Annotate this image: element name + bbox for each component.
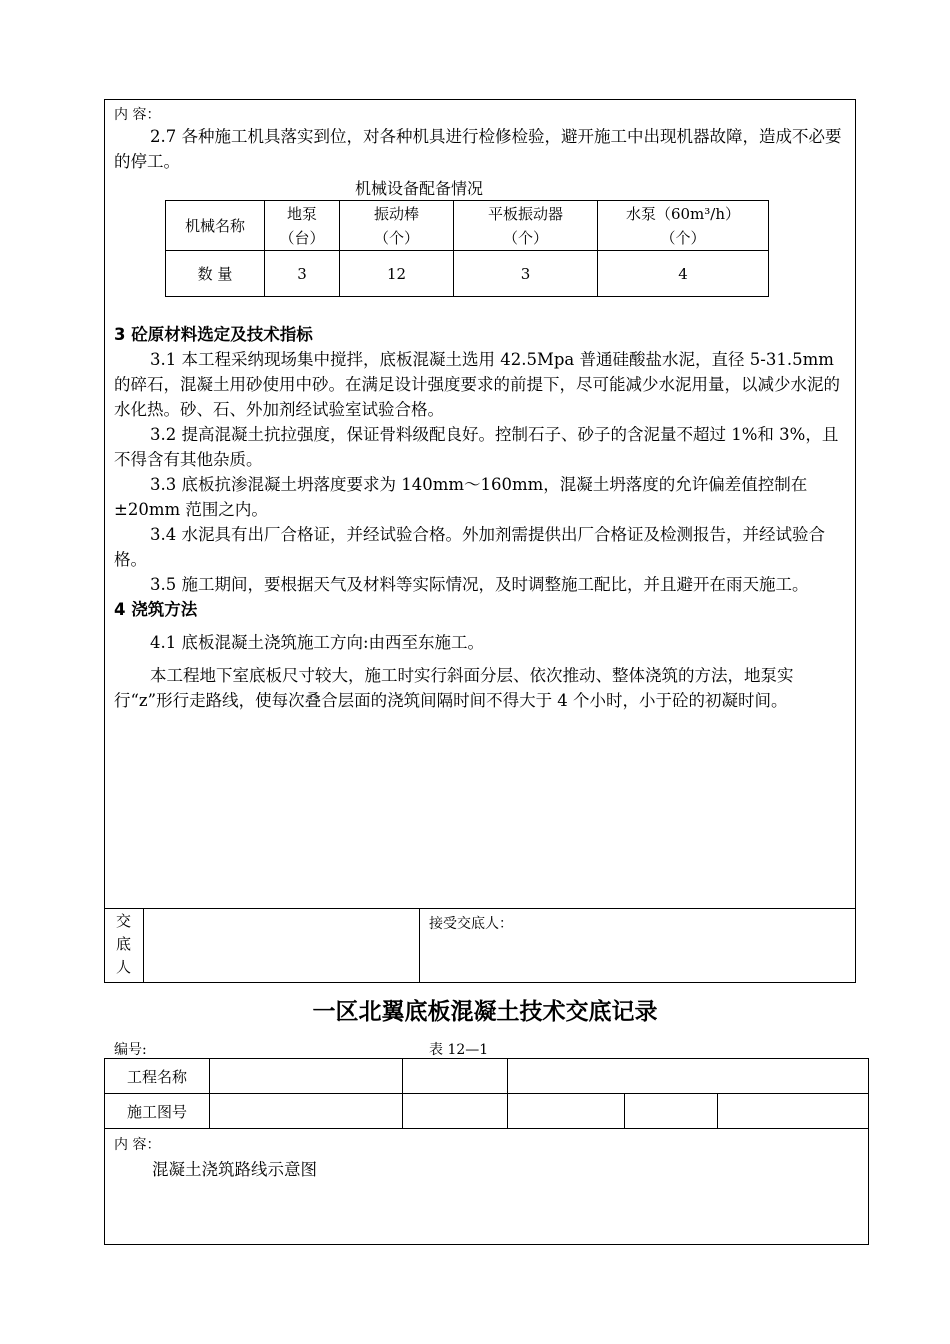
handover-char-1: 交 [116,912,132,930]
drawing-no-extra-4 [718,1094,869,1129]
section4-title: 4 浇筑方法 [114,600,198,619]
section3-title: 3 砼原材料选定及技术指标 [114,325,313,344]
equipment-qty-2: 12 [340,251,454,297]
para-3-3: 3.3 底板抗渗混凝土坍落度要求为 140mm～160mm，混凝土坍落度的允许偏差值控制在±20mm 范围之内。 [114,475,808,519]
equipment-col-1 [265,201,340,251]
project-name-extra-2 [508,1059,869,1094]
content-label: 内 容： [114,107,161,123]
form-number: 表 12—1 [429,1042,489,1058]
equipment-col-4-name: 水泵（60m³/h） [625,204,741,223]
para-3-4: 3.4 水泥具有出厂合格证，并经试验合格。外加剂需提供出厂合格证及检测报告，并经试验合格。 [114,525,825,569]
equipment-col-3 [454,201,598,251]
project-name-label: 工程名称 [105,1059,210,1094]
handover-label [116,910,131,979]
equipment-col-1-name: 地泵 [286,204,317,223]
equipment-qty-4: 4 [598,251,769,297]
para-4-1: 4.1 底板混凝土浇筑施工方向:由西至东施工。 [150,633,485,652]
handover-char-2: 底 [116,935,132,953]
para-3-2: 3.2 提高混凝土抗拉强度，保证骨料级配良好。控制石子、砂子的含泥量不超过 1%和 3%，且不得含有其他杂质。 [114,425,839,469]
handover-char-3: 人 [116,958,132,976]
equipment-name-header: 机械名称 [166,201,265,251]
equipment-col-3-unit: （个） [502,228,548,247]
para-4-2: 本工程地下室底板尺寸较大，施工时实行斜面分层、依次推动、整体浇筑的方法，地泵实行“z”形行走路线，使每次叠合层面的浇筑间隔时间不得大于 4 个小时，小于砼的初凝时间。 [114,666,794,710]
equipment-col-2-name: 振动棒 [373,204,419,223]
receiver-label: 接受交底人： [429,916,513,932]
equipment-qty-label: 数 量 [166,251,265,297]
equipment-col-1-unit: （台） [279,228,325,247]
para-3-1: 3.1 本工程采纳现场集中搅拌，底板混凝土选用 42.5Mpa 普通硅酸盐水泥，直径 5-31.5mm 的碎石，混凝土用砂使用中砂。在满足设计强度要求的前提下，尽可能减少水泥用量，以减少水泥的水化热。砂、石、外加剂经试验室试验合格。 [114,350,840,419]
drawing-no-extra-2 [508,1094,625,1129]
drawing-no-value [210,1094,403,1129]
para-3-5: 3.5 施工期间，要根据天气及材料等实际情况，及时调整施工配比，并且避开在雨天施工。 [150,575,809,594]
equipment-col-3-name: 平板振动器 [487,204,563,223]
project-info-table [104,1058,869,1129]
drawing-no-extra-1 [403,1094,508,1129]
signature-divider-2 [419,908,420,983]
drawing-no-extra-3 [625,1094,718,1129]
content-box-2 [104,1129,869,1245]
signature-divider-1 [143,908,144,983]
drawing-no-label: 施工图号 [105,1094,210,1129]
equipment-caption: 机械设备配备情况 [355,179,484,198]
equipment-col-2-unit: （个） [373,228,419,247]
page-title: 一区北翼底板混凝土技术交底记录 [312,999,658,1025]
content-label-2: 内 容： [114,1137,161,1153]
equipment-table [165,200,769,297]
equipment-col-4 [598,201,769,251]
project-name-extra [403,1059,508,1094]
equipment-col-2 [340,201,454,251]
equipment-qty-3: 3 [454,251,598,297]
number-label: 编号: [114,1042,147,1058]
para-2-7: 2.7 各种施工机具落实到位，对各种机具进行检修检验，避开施工中出现机器故障，造成不必要的停工。 [114,127,842,171]
equipment-col-4-unit: （个） [660,228,706,247]
content-text-top [114,124,848,174]
diagram-caption: 混凝土浇筑路线示意图 [152,1160,317,1179]
content-text-main [114,322,848,713]
project-name-value [210,1059,403,1094]
equipment-qty-1: 3 [265,251,340,297]
